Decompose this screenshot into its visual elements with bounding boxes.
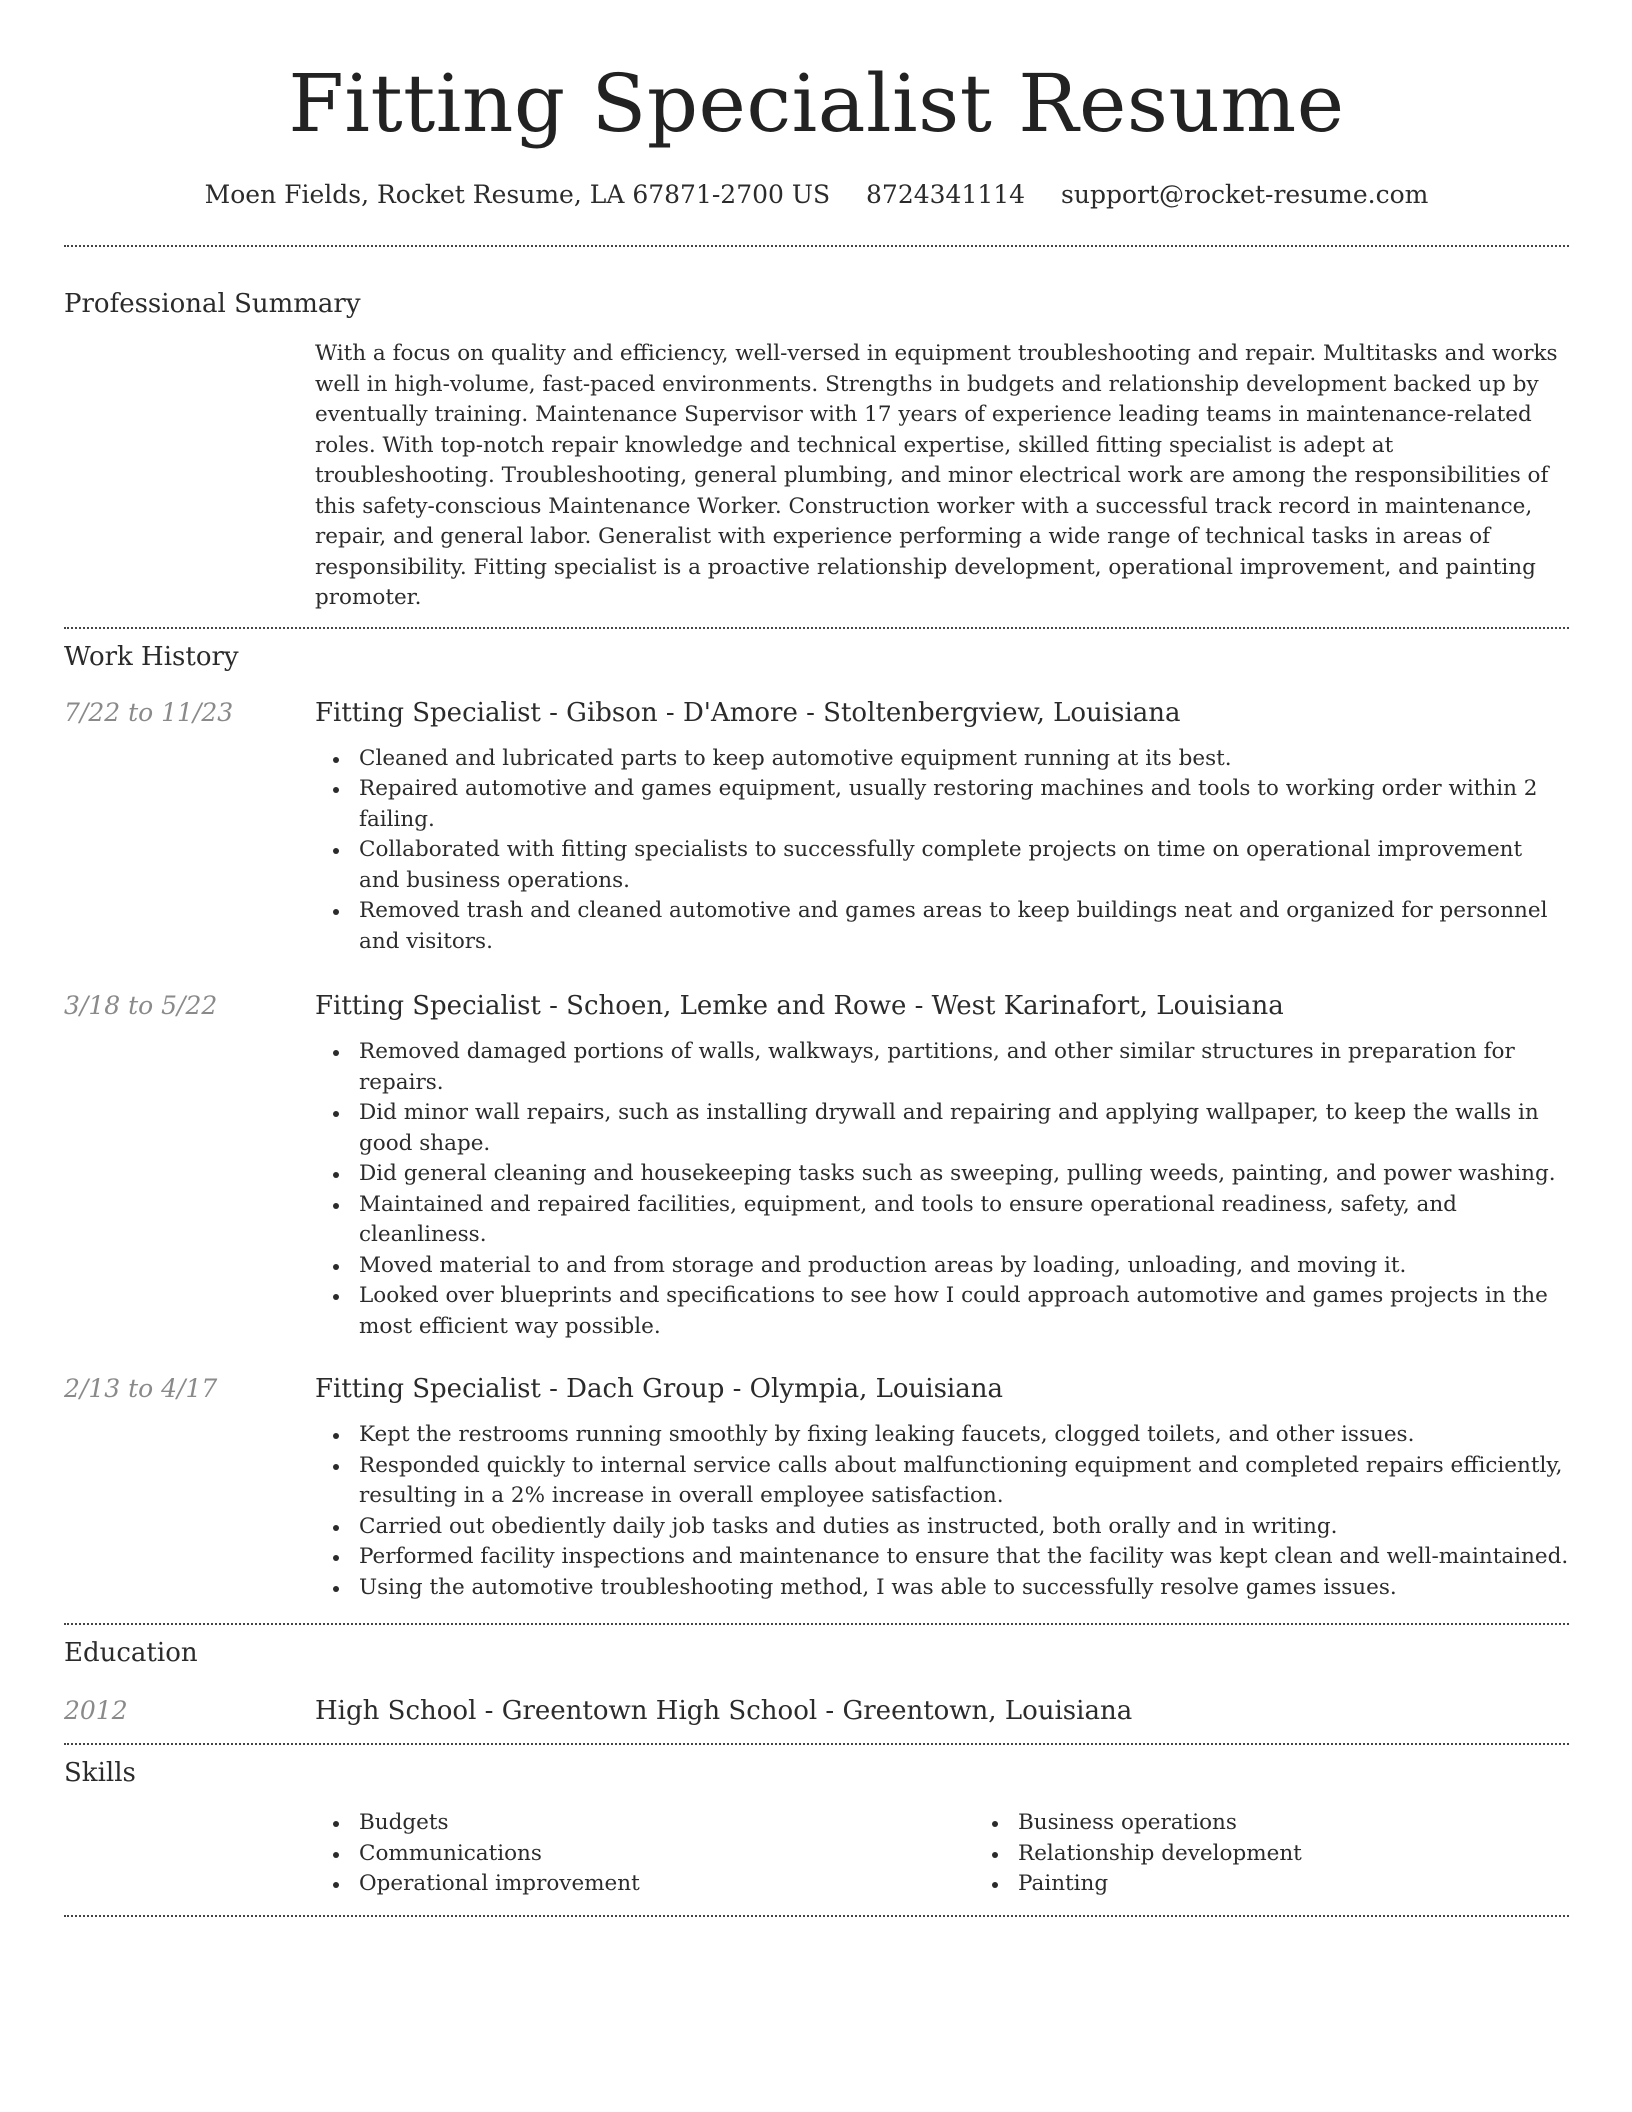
skills-grid [315, 1808, 1632, 1900]
job-bullet: Cleaned and lubricated parts to keep automotive equipment running at its best. [359, 744, 1569, 775]
job-bullet: Moved material to and from storage and production areas by loading, unloading, and moving it. [359, 1251, 1569, 1282]
skill-item: Budgets [359, 1808, 974, 1839]
job-title: Fitting Specialist - Gibson - D'Amore - Stoltenbergview, Louisiana [315, 697, 1181, 728]
job-entry [64, 696, 1569, 958]
job-bullet: Looked over blueprints and specifications to see how I could approach automotive and games projects in the most efficient way possible. [359, 1281, 1569, 1342]
job-bullet: Kept the restrooms running smoothly by fixing leaking faucets, clogged toilets, and other issues. [359, 1420, 1569, 1451]
contact-phone: 8724341114 [866, 180, 1026, 209]
summary-text: With a focus on quality and efficiency, well-versed in equipment troubleshooting and repair. Multitasks and works well in high-volume, fast-paced environments. Strengths in budgets and relationship development backed up by eventually training. Maintenance Supervisor with 17 years of experience leading teams in maintenance-related roles. With top-notch repair knowledge and technical expertise, skilled fitting specialist is adept at troubleshooting. Troubleshooting, general plumbing, and minor electrical work are among the responsibilities of this safety-conscious Maintenance Worker. Construction worker with a successful track record in maintenance, repair, and general labor. Generalist with experience performing a wide range of technical tasks in areas of responsibility. Fitting specialist is a proactive relationship development, operational improvement, and painting promoter. [315, 341, 1558, 610]
section-heading-education: Education [64, 1638, 198, 1668]
divider [64, 627, 1569, 629]
job-bullet: Carried out obediently daily job tasks and duties as instructed, both orally and in writing. [359, 1512, 1569, 1543]
skill-item: Communications [359, 1839, 974, 1870]
job-bullet: Using the automotive troubleshooting method, I was able to successfully resolve games issues. [359, 1573, 1569, 1604]
divider [64, 1915, 1569, 1917]
job-dates: 2/13 to 4/17 [64, 1374, 218, 1403]
job-bullet: Responded quickly to internal service calls about malfunctioning equipment and completed repairs efficiently, resulting in a 2% increase in overall employee satisfaction. [359, 1451, 1569, 1512]
job-dates: 7/22 to 11/23 [64, 697, 234, 727]
resume-title: Fitting Specialist Resume [288, 57, 1345, 150]
job-bullets [315, 1037, 1569, 1342]
section-heading-skills: Skills [64, 1758, 136, 1788]
job-title: Fitting Specialist - Schoen, Lemke and Rowe - West Karinafort, Louisiana [315, 991, 1284, 1021]
job-bullet: Collaborated with fitting specialists to successfully complete projects on time on operational improvement and business operations. [359, 835, 1569, 896]
skill-item: Business operations [1018, 1808, 1632, 1839]
job-bullets [315, 1420, 1569, 1603]
skills-list-right [974, 1808, 1632, 1900]
education-section [64, 1636, 1569, 1728]
summary-section [64, 287, 1569, 614]
work-history-section [64, 640, 1569, 1604]
job-bullet: Did minor wall repairs, such as installing drywall and repairing and applying wallpaper, to keep the walls in good shape. [359, 1098, 1569, 1159]
job-entry [64, 989, 1569, 1342]
skills-section [64, 1756, 1569, 1900]
divider [64, 245, 1569, 247]
divider [64, 1743, 1569, 1745]
job-bullet: Removed damaged portions of walls, walkways, partitions, and other similar structures in preparation for repairs. [359, 1037, 1569, 1098]
resume-page [64, 0, 1569, 1917]
skill-item: Relationship development [1018, 1839, 1632, 1870]
contact-address: Moen Fields, Rocket Resume, LA 67871-2700 US [204, 180, 831, 209]
job-bullets [315, 744, 1569, 958]
job-bullet: Did general cleaning and housekeeping tasks such as sweeping, pulling weeds, painting, and power washing. [359, 1159, 1569, 1190]
job-dates: 3/18 to 5/22 [64, 991, 218, 1020]
skill-item: Operational improvement [359, 1869, 974, 1900]
job-bullet: Repaired automotive and games equipment, usually restoring machines and tools to working order within 2 failing. [359, 774, 1569, 835]
contact-line [64, 178, 1569, 212]
job-bullet: Removed trash and cleaned automotive and games areas to keep buildings neat and organized for personnel and visitors. [359, 896, 1569, 957]
education-entry: High School - Greentown High School - Greentown, Louisiana [315, 1696, 1133, 1726]
section-heading-work-history: Work History [64, 641, 239, 672]
section-heading-summary: Professional Summary [64, 289, 361, 319]
job-title: Fitting Specialist - Dach Group - Olympia, Louisiana [315, 1374, 1003, 1404]
divider [64, 1623, 1569, 1625]
skill-item: Painting [1018, 1869, 1632, 1900]
job-entry [64, 1372, 1569, 1603]
contact-email: support@rocket-resume.com [1061, 180, 1429, 209]
education-year: 2012 [64, 1696, 128, 1725]
job-bullet: Performed facility inspections and maintenance to ensure that the facility was kept clean and well-maintained. [359, 1542, 1569, 1573]
job-bullet: Maintained and repaired facilities, equipment, and tools to ensure operational readiness, safety, and cleanliness. [359, 1190, 1569, 1251]
skills-list-left [315, 1808, 974, 1900]
